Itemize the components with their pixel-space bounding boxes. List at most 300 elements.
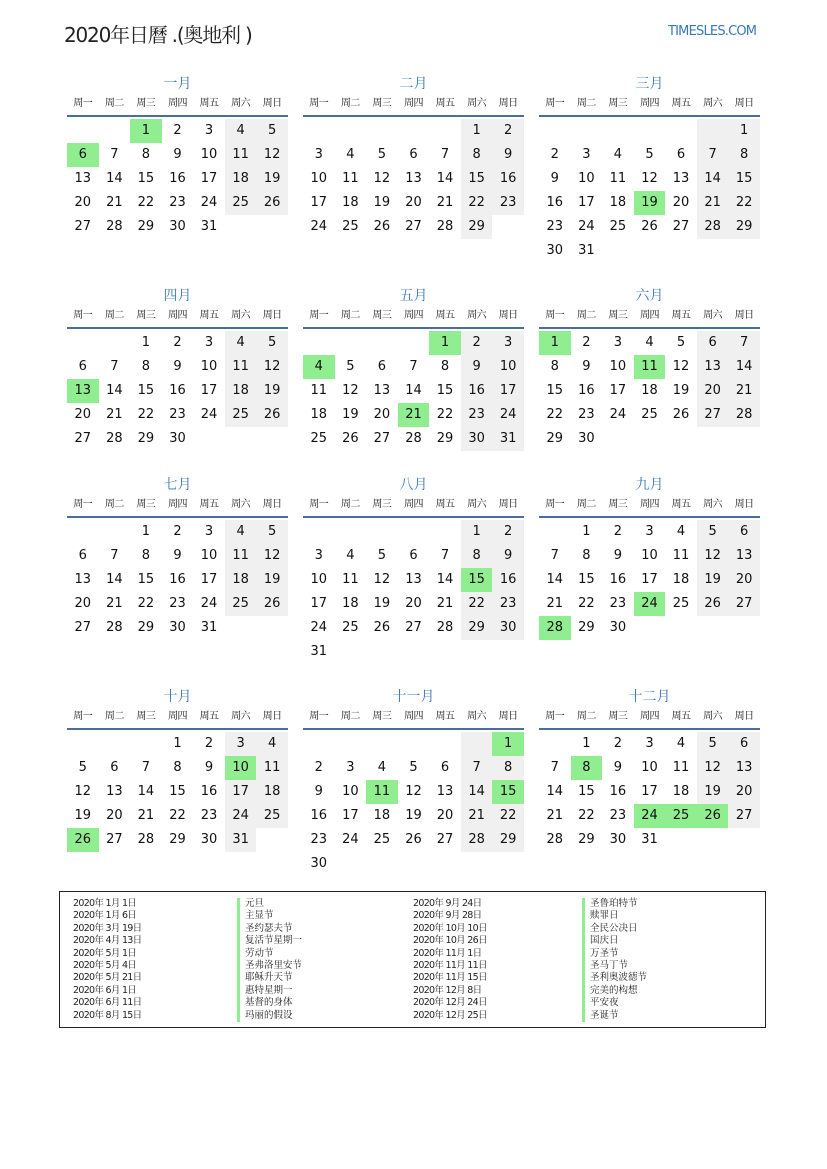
day-cell: 12 — [256, 544, 288, 568]
day-cell: 8 — [461, 544, 493, 568]
day-cell: 18 — [256, 780, 288, 804]
day-cell: 9 — [173, 147, 182, 162]
header-rule — [67, 327, 288, 329]
holiday-name: 主显节 — [237, 910, 302, 922]
empty-cell — [366, 520, 398, 544]
holiday-name: 全民公决日 — [582, 923, 647, 935]
day-cell: 14 — [436, 171, 454, 186]
day-cell: 5 — [676, 335, 686, 350]
day-cell: 18 — [225, 379, 257, 403]
holiday-name: 圣马丁节 — [582, 960, 647, 972]
day-cell: 3 — [582, 147, 591, 162]
holiday-day-cell: 1 — [130, 119, 162, 143]
weekday-label: 周日 — [498, 711, 518, 722]
holiday-name: 圣鲁珀特节 — [582, 898, 647, 910]
holiday-name: 玛丽的假设 — [237, 1010, 302, 1022]
weekday-label: 周六 — [703, 711, 723, 722]
header-rule — [539, 327, 760, 329]
empty-cell — [67, 119, 99, 143]
weekday-label: 周二 — [104, 98, 124, 109]
weekday-label: 周二 — [340, 310, 360, 321]
day-cell: 31 — [492, 427, 524, 451]
day-cell: 4 — [225, 331, 257, 355]
weekday-label: 周四 — [639, 98, 659, 109]
day-cell: 8 — [461, 143, 493, 167]
holiday-name: 国庆日 — [582, 935, 647, 947]
empty-cell — [130, 732, 162, 756]
month-name: 一月 — [163, 76, 192, 92]
day-grid — [67, 520, 288, 640]
empty-cell — [697, 119, 729, 143]
day-cell: 12 — [74, 784, 92, 799]
day-cell: 4 — [346, 147, 355, 162]
holiday-name: 惠特星期一 — [237, 985, 302, 997]
month-name: 二月 — [399, 76, 428, 92]
day-cell: 8 — [141, 147, 151, 162]
day-cell: 6 — [377, 359, 387, 374]
day-cell: 4 — [225, 520, 257, 544]
day-cell: 28 — [697, 215, 729, 239]
holiday-day-cell: 24 — [634, 804, 666, 828]
day-cell: 9 — [204, 760, 214, 775]
day-cell: 27 — [436, 832, 454, 847]
weekday-label: 周六 — [703, 310, 723, 321]
day-cell: 31 — [641, 832, 658, 847]
weekday-label: 周二 — [340, 499, 360, 510]
day-cell: 19 — [697, 568, 729, 592]
day-cell: 18 — [373, 808, 391, 823]
holiday-day-cell: 15 — [492, 780, 524, 804]
empty-cell — [67, 732, 99, 756]
day-cell: 2 — [173, 335, 182, 350]
day-cell: 9 — [613, 548, 623, 563]
day-cell: 17 — [310, 195, 328, 210]
day-cell: 23 — [169, 407, 186, 422]
weekday-label: 周一 — [545, 499, 565, 510]
day-cell: 11 — [225, 355, 257, 379]
day-cell: 2 — [492, 520, 524, 544]
day-cell: 9 — [314, 784, 323, 799]
weekday-label: 周二 — [104, 310, 124, 321]
day-cell: 17 — [200, 572, 218, 587]
day-cell: 20 — [436, 808, 454, 823]
day-cell: 23 — [609, 808, 627, 823]
day-cell: 8 — [173, 760, 182, 775]
month-9 — [539, 474, 760, 640]
weekday-header — [67, 309, 288, 323]
day-cell: 13 — [106, 784, 123, 799]
weekday-label: 周五 — [435, 98, 455, 109]
holiday-date: 2020年 3月 19日 — [73, 922, 142, 934]
weekday-label: 周一 — [545, 711, 565, 722]
weekday-label: 周四 — [403, 711, 423, 722]
holiday-name: 耶稣升天节 — [237, 972, 302, 984]
day-cell: 20 — [74, 407, 92, 422]
empty-cell — [366, 331, 398, 355]
day-cell: 21 — [697, 191, 729, 215]
day-cell: 2 — [461, 331, 493, 355]
empty-cell — [99, 331, 131, 355]
day-cell: 7 — [110, 548, 119, 563]
day-cell: 30 — [492, 616, 524, 640]
weekday-label: 周三 — [608, 310, 628, 321]
day-cell: 30 — [546, 243, 564, 258]
day-cell: 5 — [256, 119, 288, 143]
day-cell: 11 — [225, 544, 257, 568]
day-cell: 17 — [225, 780, 257, 804]
weekday-header — [539, 498, 760, 512]
day-cell: 4 — [256, 732, 288, 756]
day-cell: 1 — [141, 335, 151, 350]
empty-cell — [429, 119, 461, 143]
month-name: 三月 — [635, 76, 664, 92]
day-cell: 6 — [728, 732, 760, 756]
day-cell: 8 — [141, 548, 151, 563]
day-cell: 6 — [78, 359, 87, 374]
holiday-date: 2020年 12月 25日 — [413, 1009, 487, 1021]
day-cell: 17 — [609, 383, 627, 398]
day-cell: 29 — [546, 431, 564, 446]
weekday-header — [303, 309, 524, 323]
day-cell: 13 — [405, 572, 422, 587]
holiday-date: 2020年 5月 21日 — [73, 972, 142, 984]
weekday-label: 周六 — [467, 310, 487, 321]
month-name: 七月 — [163, 477, 192, 493]
day-cell: 20 — [672, 195, 690, 210]
day-cell: 12 — [672, 359, 690, 374]
weekday-label: 周日 — [262, 310, 282, 321]
legend-names-left — [237, 898, 302, 1022]
holiday-day-cell: 24 — [634, 592, 666, 616]
empty-cell — [99, 520, 131, 544]
weekday-label: 周日 — [734, 711, 754, 722]
header-rule — [303, 327, 524, 329]
day-cell: 17 — [200, 171, 218, 186]
holiday-date: 2020年 11月 15日 — [413, 972, 487, 984]
day-cell: 3 — [314, 548, 323, 563]
day-cell: 30 — [609, 620, 627, 635]
holiday-day-cell: 10 — [225, 756, 257, 780]
holiday-name: 圣利奥波德节 — [582, 972, 647, 984]
empty-cell — [398, 119, 430, 143]
day-cell: 23 — [578, 407, 595, 422]
day-cell: 6 — [728, 520, 760, 544]
weekday-header — [303, 97, 524, 111]
day-cell: 5 — [409, 760, 418, 775]
day-cell: 27 — [74, 219, 92, 234]
day-cell: 19 — [672, 383, 690, 398]
weekday-label: 周四 — [167, 98, 187, 109]
day-cell: 19 — [256, 379, 288, 403]
day-cell: 5 — [256, 331, 288, 355]
day-cell: 29 — [461, 616, 493, 640]
day-cell: 29 — [728, 215, 760, 239]
day-cell: 4 — [377, 760, 387, 775]
day-cell: 26 — [697, 592, 729, 616]
holiday-date: 2020年 5月 4日 — [73, 959, 137, 971]
day-cell: 29 — [137, 219, 155, 234]
day-cell: 2 — [492, 119, 524, 143]
holiday-name: 圣诞节 — [582, 1010, 647, 1022]
holiday-day-cell: 11 — [366, 780, 398, 804]
day-cell: 15 — [578, 784, 595, 799]
day-cell: 23 — [310, 832, 328, 847]
weekday-label: 周一 — [309, 310, 329, 321]
day-cell: 5 — [697, 520, 729, 544]
month-name: 五月 — [399, 288, 428, 304]
month-4 — [67, 285, 288, 451]
month-name: 九月 — [635, 477, 664, 493]
day-cell: 22 — [137, 195, 155, 210]
holiday-day-cell: 6 — [67, 143, 99, 167]
day-cell: 11 — [225, 143, 257, 167]
day-cell: 29 — [169, 832, 186, 847]
weekday-header — [67, 498, 288, 512]
day-cell: 5 — [256, 520, 288, 544]
day-cell: 16 — [200, 784, 218, 799]
day-cell: 10 — [578, 171, 595, 186]
day-cell: 22 — [728, 191, 760, 215]
month-name: 四月 — [163, 288, 192, 304]
weekday-label: 周一 — [545, 98, 565, 109]
day-cell: 3 — [204, 123, 214, 138]
weekday-label: 周五 — [671, 499, 691, 510]
weekday-label: 周五 — [671, 310, 691, 321]
day-cell: 4 — [613, 147, 623, 162]
weekday-label: 周六 — [467, 98, 487, 109]
day-cell: 16 — [492, 568, 524, 592]
day-cell: 3 — [314, 147, 323, 162]
day-cell: 23 — [169, 596, 186, 611]
day-cell: 18 — [672, 572, 690, 587]
holiday-date: 2020年 1月 1日 — [73, 898, 137, 909]
header-rule — [67, 728, 288, 730]
weekday-label: 周三 — [136, 711, 156, 722]
day-cell: 22 — [578, 596, 595, 611]
weekday-label: 周日 — [498, 310, 518, 321]
day-cell: 14 — [546, 784, 564, 799]
day-cell: 18 — [225, 568, 257, 592]
day-cell: 17 — [342, 808, 359, 823]
weekday-label: 周三 — [372, 499, 392, 510]
day-cell: 12 — [641, 171, 658, 186]
day-cell: 6 — [440, 760, 450, 775]
holiday-day-cell: 11 — [634, 355, 666, 379]
header-rule — [303, 728, 524, 730]
day-cell: 22 — [137, 407, 155, 422]
day-cell: 14 — [461, 780, 493, 804]
weekday-label: 周二 — [104, 499, 124, 510]
holiday-name: 平安夜 — [582, 997, 647, 1009]
day-cell: 16 — [546, 195, 564, 210]
day-cell: 3 — [613, 335, 623, 350]
weekday-label: 周一 — [309, 98, 329, 109]
brand-link[interactable]: TIMESLES.COM — [668, 24, 757, 39]
day-cell: 20 — [728, 568, 760, 592]
holiday-day-cell: 4 — [303, 355, 335, 379]
day-cell: 12 — [697, 544, 729, 568]
day-cell: 28 — [106, 219, 123, 234]
day-cell: 20 — [373, 407, 391, 422]
day-cell: 14 — [697, 167, 729, 191]
weekday-label: 周六 — [231, 499, 251, 510]
weekday-label: 周二 — [576, 499, 596, 510]
day-grid — [67, 732, 288, 852]
header-rule — [67, 516, 288, 518]
day-cell: 13 — [672, 171, 690, 186]
day-cell: 31 — [200, 219, 218, 234]
day-cell: 11 — [342, 171, 359, 186]
weekday-label: 周四 — [403, 310, 423, 321]
month-name: 六月 — [635, 288, 664, 304]
day-cell: 9 — [582, 359, 591, 374]
day-cell: 21 — [546, 808, 564, 823]
day-cell: 20 — [74, 195, 92, 210]
weekday-header — [67, 710, 288, 724]
weekday-label: 周二 — [576, 711, 596, 722]
day-cell: 14 — [405, 383, 422, 398]
holiday-date: 2020年 10月 26日 — [413, 935, 487, 947]
day-grid — [303, 732, 524, 876]
empty-cell — [303, 331, 335, 355]
day-cell: 11 — [672, 760, 690, 775]
empty-cell — [539, 732, 571, 756]
day-cell: 28 — [546, 832, 564, 847]
weekday-label: 周四 — [639, 711, 659, 722]
day-cell: 15 — [461, 167, 493, 191]
day-cell: 14 — [436, 572, 454, 587]
holiday-name: 圣弗洛里安节 — [237, 960, 302, 972]
legend-dates-left — [73, 898, 141, 1022]
day-cell: 14 — [546, 572, 564, 587]
day-cell: 5 — [645, 147, 654, 162]
header-rule — [67, 115, 288, 117]
day-grid — [303, 520, 524, 664]
day-cell: 7 — [141, 760, 151, 775]
day-cell: 27 — [672, 219, 690, 234]
day-grid — [303, 331, 524, 451]
day-cell: 30 — [578, 431, 595, 446]
day-cell: 1 — [461, 520, 493, 544]
weekday-label: 周四 — [639, 310, 659, 321]
day-cell: 23 — [492, 191, 524, 215]
month-6 — [539, 285, 760, 451]
month-7 — [67, 474, 288, 640]
weekday-label: 周三 — [372, 711, 392, 722]
empty-cell — [335, 119, 367, 143]
day-cell: 3 — [645, 524, 654, 539]
weekday-label: 周三 — [136, 310, 156, 321]
holiday-day-cell: 15 — [461, 568, 493, 592]
weekday-label: 周六 — [703, 98, 723, 109]
day-cell: 18 — [641, 383, 658, 398]
day-cell: 25 — [672, 596, 690, 611]
day-cell: 24 — [200, 195, 218, 210]
month-12 — [539, 686, 760, 852]
day-cell: 30 — [169, 431, 186, 446]
holiday-date: 2020年 11月 1日 — [413, 947, 482, 959]
weekday-header — [303, 710, 524, 724]
weekday-label: 周六 — [467, 499, 487, 510]
day-cell: 12 — [373, 572, 391, 587]
day-cell: 27 — [697, 403, 729, 427]
weekday-label: 周六 — [231, 310, 251, 321]
holiday-day-cell: 19 — [634, 191, 666, 215]
empty-cell — [303, 520, 335, 544]
day-cell: 25 — [256, 804, 288, 828]
day-cell: 9 — [461, 355, 493, 379]
day-cell: 31 — [578, 243, 595, 258]
day-cell: 13 — [74, 171, 92, 186]
empty-cell — [398, 732, 430, 756]
empty-cell — [67, 331, 99, 355]
day-cell: 28 — [405, 431, 422, 446]
holiday-date: 2020年 9月 24日 — [413, 898, 482, 909]
day-cell: 29 — [137, 620, 155, 635]
day-cell: 28 — [106, 431, 123, 446]
day-cell: 13 — [728, 544, 760, 568]
day-cell: 2 — [550, 147, 559, 162]
day-cell: 19 — [373, 195, 391, 210]
weekday-label: 周二 — [340, 711, 360, 722]
day-cell: 2 — [173, 524, 182, 539]
weekday-label: 周五 — [671, 98, 691, 109]
day-cell: 26 — [256, 592, 288, 616]
day-grid — [539, 520, 760, 640]
day-cell: 21 — [137, 808, 155, 823]
weekday-label: 周二 — [576, 310, 596, 321]
empty-cell — [335, 732, 367, 756]
weekday-header — [539, 309, 760, 323]
day-cell: 26 — [405, 832, 422, 847]
day-cell: 24 — [609, 407, 627, 422]
day-cell: 14 — [728, 355, 760, 379]
empty-cell — [67, 520, 99, 544]
day-cell: 20 — [106, 808, 123, 823]
day-cell: 9 — [492, 143, 524, 167]
empty-cell — [366, 119, 398, 143]
day-cell: 22 — [169, 808, 186, 823]
holiday-name: 万圣节 — [582, 948, 647, 960]
day-cell: 10 — [200, 147, 218, 162]
day-cell: 25 — [310, 431, 328, 446]
day-cell: 2 — [613, 736, 623, 751]
day-cell: 7 — [550, 548, 559, 563]
day-cell: 9 — [173, 548, 182, 563]
empty-cell — [366, 732, 398, 756]
weekday-label: 周三 — [608, 499, 628, 510]
weekday-label: 周三 — [372, 310, 392, 321]
day-cell: 15 — [137, 572, 155, 587]
day-cell: 19 — [697, 780, 729, 804]
day-cell: 8 — [141, 359, 151, 374]
day-cell: 8 — [582, 548, 591, 563]
day-cell: 3 — [346, 760, 355, 775]
holiday-name: 劳动节 — [237, 948, 302, 960]
day-cell: 25 — [342, 219, 359, 234]
day-grid — [539, 732, 760, 852]
weekday-label: 周日 — [734, 310, 754, 321]
day-cell: 6 — [697, 331, 729, 355]
empty-cell — [571, 119, 603, 143]
day-cell: 10 — [609, 359, 627, 374]
day-cell: 7 — [440, 147, 450, 162]
holiday-name: 元旦 — [237, 898, 302, 910]
day-cell: 23 — [609, 596, 627, 611]
day-cell: 15 — [546, 383, 564, 398]
day-cell: 11 — [342, 572, 359, 587]
holiday-day-cell: 13 — [67, 379, 99, 403]
